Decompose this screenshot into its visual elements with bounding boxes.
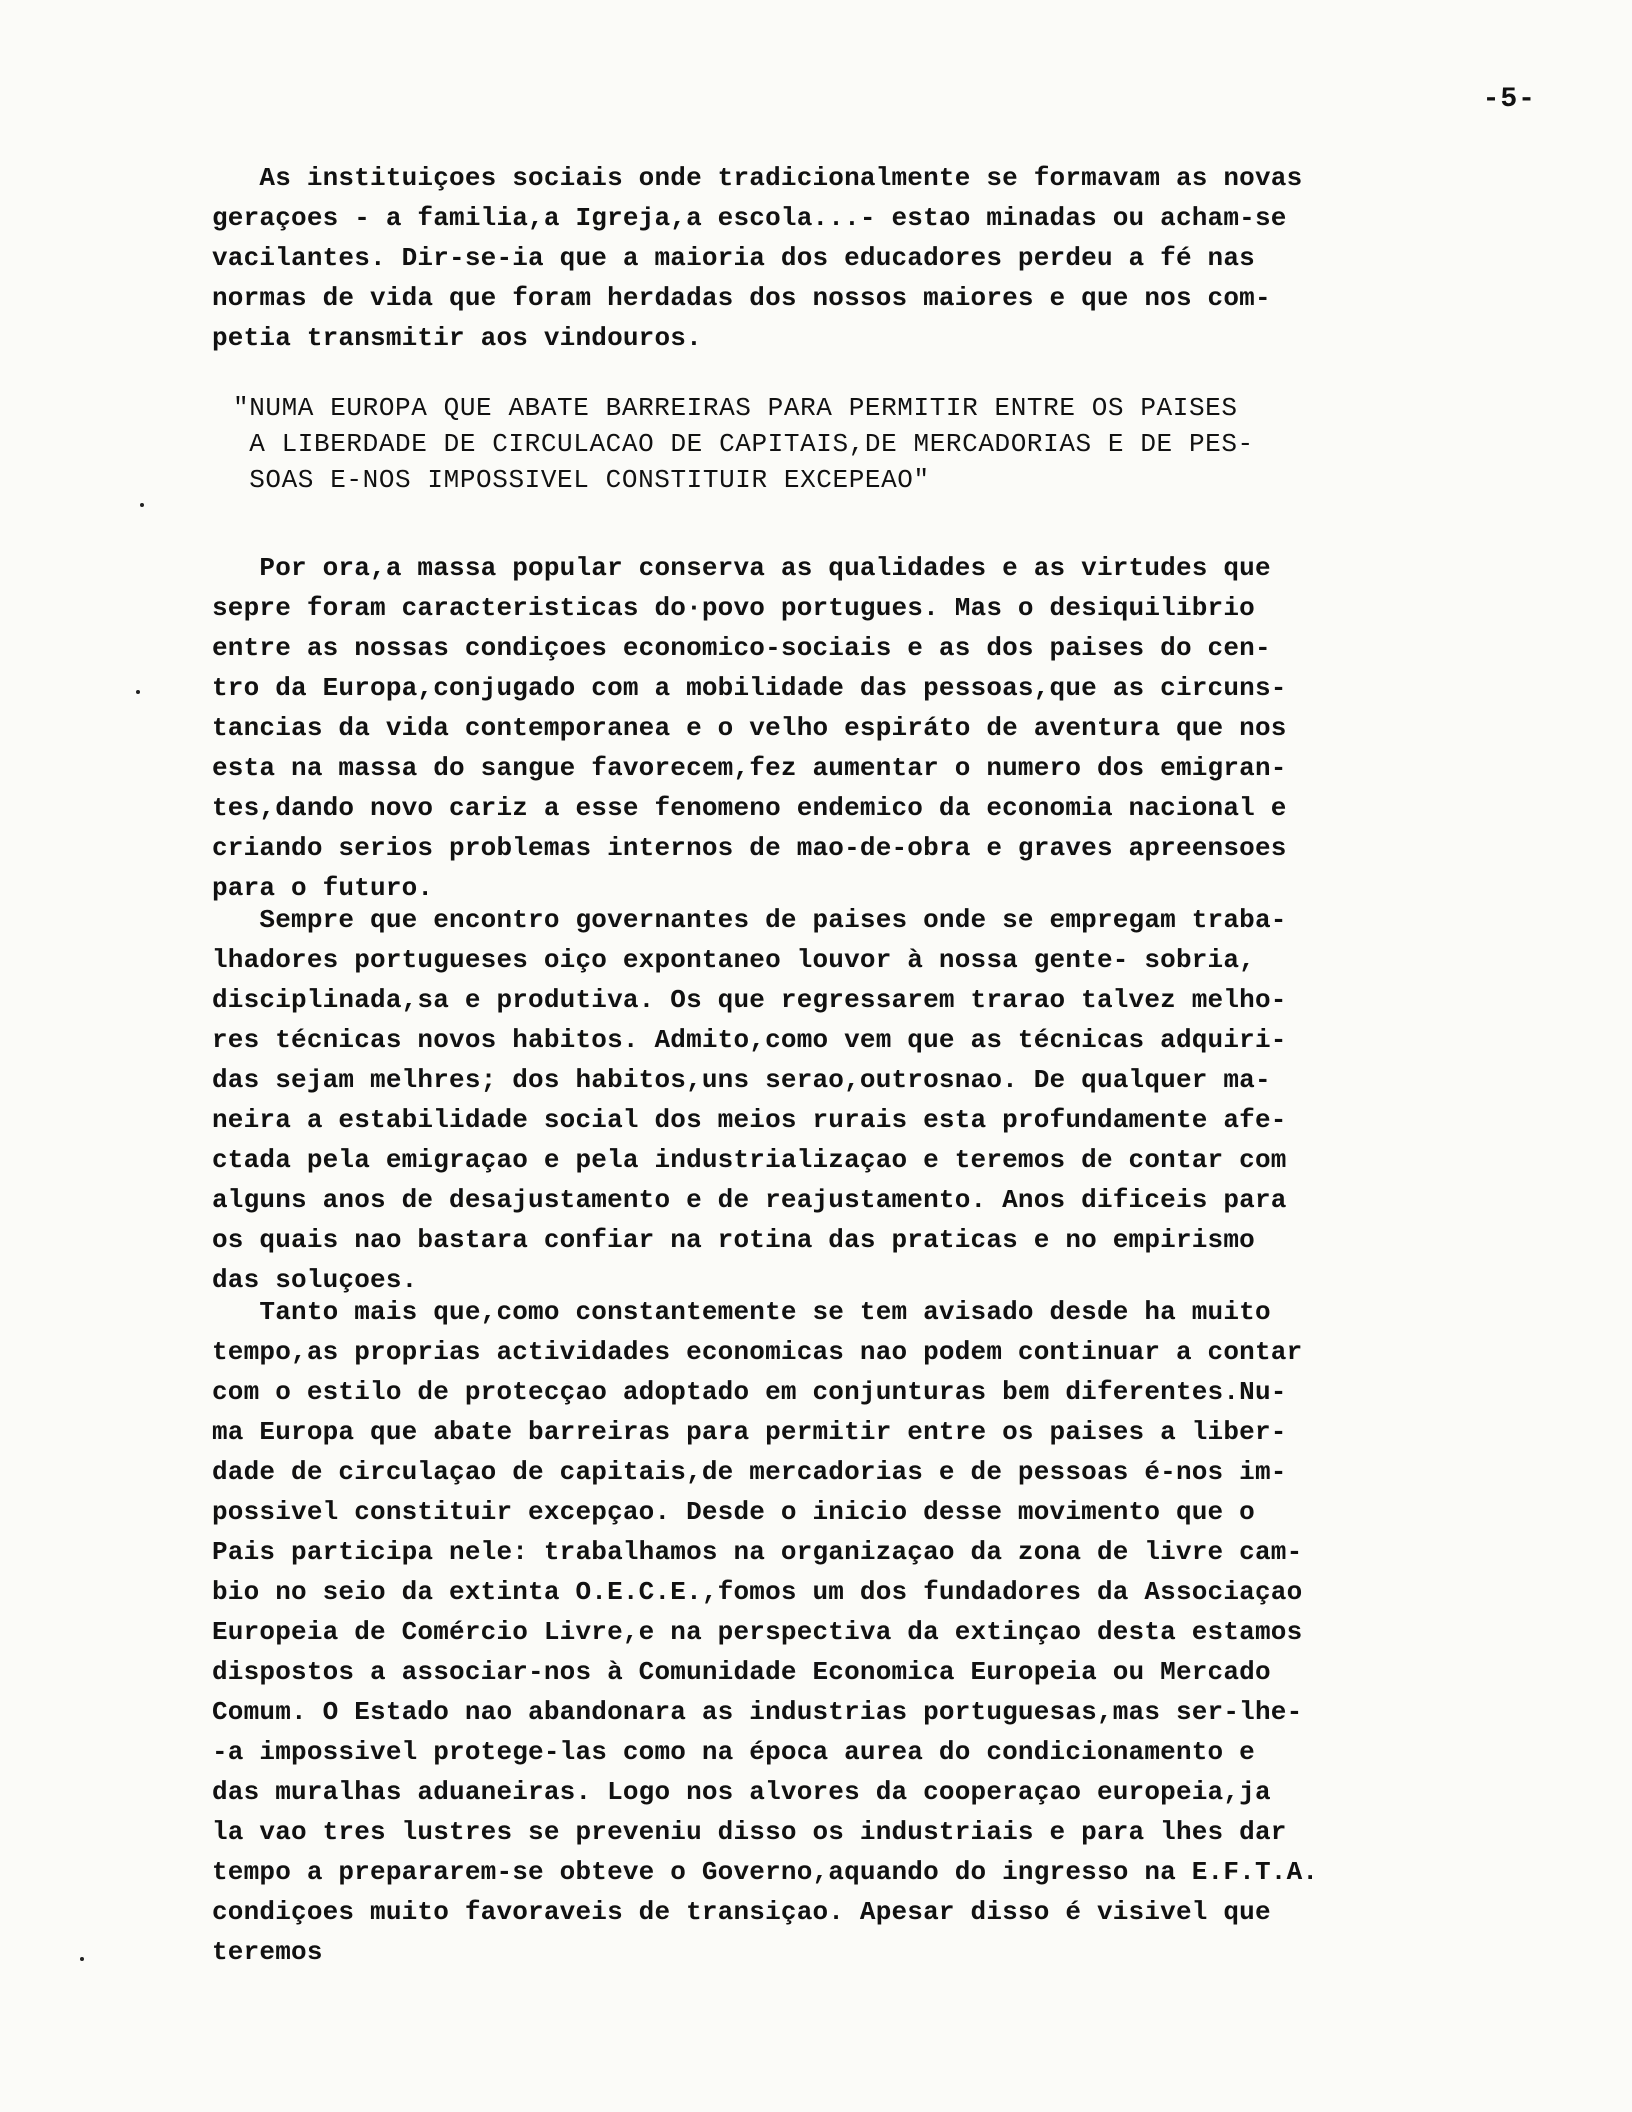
paragraph-governments: Sempre que encontro governantes de paises onde se empregam traba- lhadores portugueses oiço expontaneo louvor à nossa gente- sobria, disciplinada,sa e produtiva. Os que regressarem trarao talvez melho- res técnicas novos habitos. Admito,como vem que as técnicas adquiri- das sejam melhres; dos habitos,uns serao,outrosnao. De qualquer ma- neira a estabilidade social dos meios rurais esta profundamente afe- ctada pela emigraçao e pela industrializaçao e teremos de contar com alguns anos de desajustamento e de reajustamento. Anos dificeis para os quais nao bastara confiar na rotina das praticas e no empirismo das soluçoes. xyxy=(212,905,1287,1295)
paragraph-economy: Tanto mais que,como constantemente se tem avisado desde ha muito tempo,as proprias actividades economicas nao podem continuar a contar com o estilo de protecçao adoptado em conjunturas bem diferentes.Nu- ma Europa que abate barreiras para permitir entre os paises a liber- dade de circulaçao de capitais,de mercadorias e de pessoas é-nos im- possivel constituir excepçao. Desde o inicio desse movimento que o Pais participa nele: trabalhamos na organizaçao da zona de livre cam- bio no seio da extinta O.E.C.E.,fomos um dos fundadores da Associaçao Europeia de Comércio Livre,e na perspectiva da extinçao desta estamos dispostos a associar-nos à Comunidade Economica Europeia ou Mercado Comum. O Estado nao abandonara as industrias portuguesas,mas ser-lhe- -a impossivel protege-las como na época aurea do condicionamento e das muralhas aduaneiras. Logo nos alvores da cooperaçao europeia,ja la vao tres lustres se preveniu disso os industriais e para lhes dar tempo a prepararem-se obteve o Governo,aquando do ingresso na E.F.T.A. condiçoes muito favoraveis de transiçao. Apesar disso é visivel que teremos xyxy=(212,1297,1319,1967)
stray-mark xyxy=(140,503,144,507)
paragraph-emigration: Por ora,a massa popular conserva as qualidades e as virtudes que sepre foram caracteristicas do·povo portugues. Mas o desiquilibrio entre as nossas condiçoes economico-sociais e as dos paises do cen- tro da Europa,conjugado com a mobilidade das pessoas,que as circuns- tancias da vida contemporanea e o velho espiráto de aventura que nos esta na massa do sangue favorecem,fez aumentar o numero dos emigran- tes,dando novo cariz a esse fenomeno endemico da economia nacional e criando serios problemas internos de mao-de-obra e graves apreensoes para o futuro. xyxy=(212,553,1287,903)
page-number: -5- xyxy=(1482,84,1536,115)
quote-europe: "NUMA EUROPA QUE ABATE BARREIRAS PARA PERMITIR ENTRE OS PAISES A LIBERDADE DE CIRCULACAO DE CAPITAIS,DE MERCADORIAS E DE PES- SOAS E-NOS IMPOSSIVEL CONSTITUIR EXCEPEAO" xyxy=(233,393,1254,495)
stray-mark xyxy=(80,1957,84,1961)
paragraph-institutions: As instituiçoes sociais onde tradicionalmente se formavam as novas geraçoes - a familia,a Igreja,a escola...- estao minadas ou acham-se vacilantes. Dir-se-ia que a maioria dos educadores perdeu a fé nas normas de vida que foram herdadas dos nossos maiores e que nos com- petia transmitir aos vindouros. xyxy=(212,163,1303,353)
stray-mark xyxy=(136,690,140,694)
